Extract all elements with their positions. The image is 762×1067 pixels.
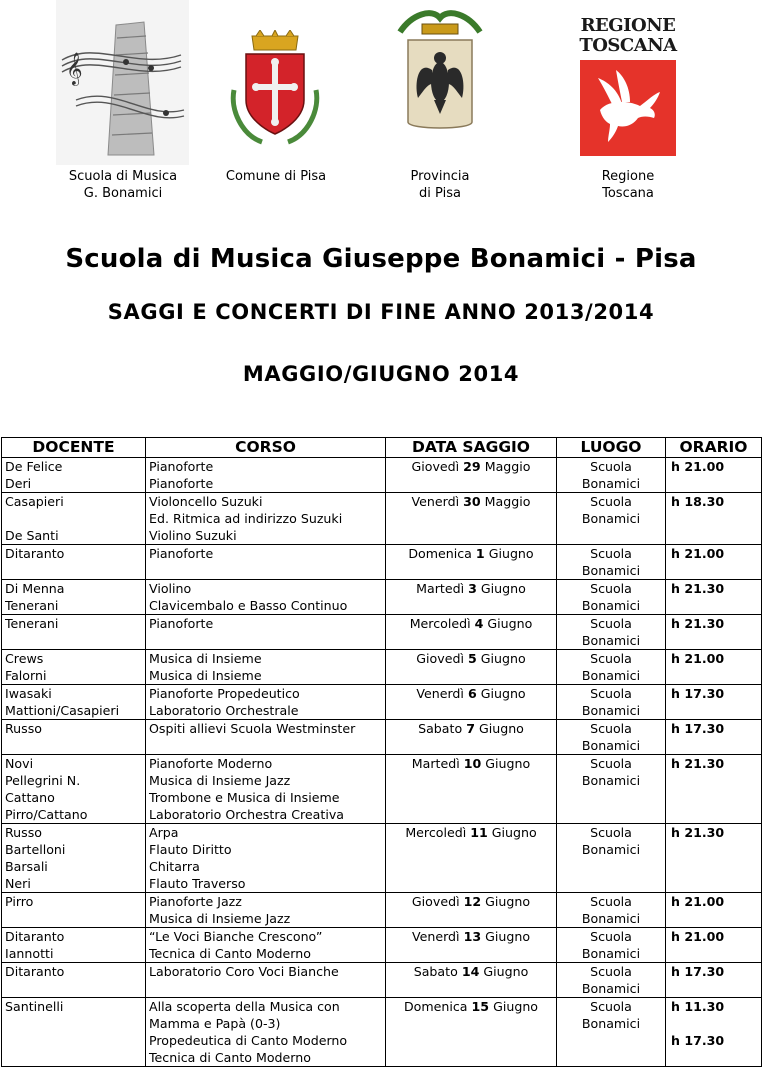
header-orario: ORARIO — [666, 438, 762, 458]
cell-data-saggio — [386, 580, 557, 615]
period-heading: MAGGIO/GIUGNO 2014 — [242, 362, 520, 386]
docente-name: Novi — [5, 756, 34, 771]
luogo-text: Bonamici — [581, 773, 641, 788]
orario-time: h 21.00 — [671, 929, 725, 944]
luogo-text: Bonamici — [581, 633, 641, 648]
docente-name: Bartelloni — [5, 842, 66, 857]
table-row — [2, 685, 762, 720]
pisa-cross-crest-icon — [222, 30, 328, 150]
cell-corso — [146, 615, 386, 650]
cell-docente — [2, 720, 146, 755]
cell-luogo — [557, 755, 666, 824]
cell-luogo — [557, 720, 666, 755]
date-month: Giugno — [487, 616, 533, 631]
corso-name: Laboratorio Orchestra Creativa — [149, 807, 344, 822]
docente-name: Barsali — [5, 859, 48, 874]
table-row — [2, 493, 762, 545]
docente-name: Crews — [5, 651, 44, 666]
cell-corso — [146, 998, 386, 1067]
corso-name: “Le Voci Bianche Crescono” — [149, 929, 323, 944]
date-month: Giugno — [480, 581, 526, 596]
luogo-text: Bonamici — [581, 668, 641, 683]
cell-data-saggio — [386, 893, 557, 928]
date-month: Giugno — [491, 825, 537, 840]
luogo-text: Scuola — [590, 721, 632, 736]
date-month: Giugno — [488, 546, 534, 561]
docente-name: Ditaranto — [5, 929, 65, 944]
table-row — [2, 458, 762, 493]
corso-name: Trombone e Musica di Insieme — [149, 790, 340, 805]
corso-name — [149, 632, 382, 649]
corso-name: Flauto Diritto — [149, 842, 232, 857]
corso-name: Pianoforte — [149, 476, 214, 491]
cell-orario — [666, 824, 762, 893]
date-day: Venerdì — [416, 686, 464, 701]
cell-orario — [666, 580, 762, 615]
orario-time: h 11.30 — [671, 999, 725, 1014]
cell-corso — [146, 493, 386, 545]
cell-luogo — [557, 458, 666, 493]
cell-data-saggio — [386, 545, 557, 580]
cell-data-saggio — [386, 928, 557, 963]
corso-name: Arpa — [149, 825, 179, 840]
table-row — [2, 893, 762, 928]
cell-docente — [2, 998, 146, 1067]
docente-name: De Santi — [5, 528, 59, 543]
orario-time: h 17.30 — [671, 721, 725, 736]
corso-name: Alla scoperta della Musica con — [149, 999, 340, 1014]
luogo-text: Scuola — [590, 894, 632, 909]
corso-name — [149, 737, 382, 754]
cell-docente — [2, 545, 146, 580]
docente-name: Iwasaki — [5, 686, 52, 701]
cell-luogo — [557, 963, 666, 998]
header-corso: CORSO — [146, 438, 386, 458]
date-day: Mercoledì — [409, 616, 471, 631]
orario-time: h 17.30 — [671, 686, 725, 701]
corso-name: Chitarra — [149, 859, 200, 874]
luogo-text: Scuola — [590, 825, 632, 840]
cell-orario — [666, 963, 762, 998]
docente-name: Di Menna — [5, 581, 65, 596]
luogo-text: Scuola — [590, 756, 632, 771]
corso-name: Flauto Traverso — [149, 876, 246, 891]
docente-name — [5, 1032, 142, 1049]
cell-corso — [146, 963, 386, 998]
orario-time: h 21.00 — [671, 546, 725, 561]
cell-luogo — [557, 615, 666, 650]
cell-data-saggio — [386, 963, 557, 998]
orario-time: h 21.00 — [671, 459, 725, 474]
docente-name — [5, 510, 142, 527]
cell-docente — [2, 650, 146, 685]
corso-name: Propedeutica di Canto Moderno — [149, 1033, 348, 1048]
date-number: 14 — [461, 964, 480, 979]
docente-name: Pellegrini N. — [5, 773, 81, 788]
docente-name: Cattano — [5, 790, 55, 805]
table-row — [2, 824, 762, 893]
docente-name: Mattioni/Casapieri — [5, 703, 120, 718]
regione-caption: Regione Toscana — [601, 169, 655, 201]
docente-name — [5, 910, 142, 927]
cell-corso — [146, 755, 386, 824]
table-header-row — [2, 438, 762, 458]
cell-data-saggio — [386, 824, 557, 893]
pegasus-icon — [578, 60, 678, 156]
date-number: 13 — [463, 929, 482, 944]
corso-name: Ospiti allievi Scuola Westminster — [149, 721, 356, 736]
tower-music-icon — [56, 0, 189, 165]
docente-name: Ditaranto — [5, 546, 65, 561]
date-day: Giovedì — [411, 894, 460, 909]
date-month: Giugno — [480, 686, 526, 701]
table-row — [2, 650, 762, 685]
luogo-text: Bonamici — [581, 511, 641, 526]
cell-docente — [2, 755, 146, 824]
cell-orario — [666, 998, 762, 1067]
cell-orario — [666, 615, 762, 650]
cell-data-saggio — [386, 615, 557, 650]
luogo-text: Scuola — [590, 964, 632, 979]
table-row — [2, 998, 762, 1067]
luogo-text: Bonamici — [581, 946, 641, 961]
table-row — [2, 580, 762, 615]
cell-docente — [2, 685, 146, 720]
date-day: Venerdì — [411, 494, 460, 509]
corso-name: Pianoforte — [149, 546, 214, 561]
docente-name — [5, 632, 142, 649]
cell-orario — [666, 893, 762, 928]
luogo-text: Scuola — [590, 651, 632, 666]
date-day: Giovedì — [416, 651, 464, 666]
luogo-text: Scuola — [590, 494, 632, 509]
cell-luogo — [557, 824, 666, 893]
corso-name: Pianoforte Jazz — [149, 894, 242, 909]
docente-name: Casapieri — [5, 494, 64, 509]
schedule-table — [1, 437, 762, 1067]
corso-name — [149, 980, 382, 997]
corso-name: Pianoforte — [149, 459, 214, 474]
corso-name: Violino Suzuki — [149, 528, 237, 543]
cell-docente — [2, 963, 146, 998]
docente-name — [5, 980, 142, 997]
date-number: 5 — [467, 651, 477, 666]
cell-docente — [2, 893, 146, 928]
cell-orario — [666, 545, 762, 580]
corso-name: Tecnica di Canto Moderno — [149, 1050, 311, 1065]
cell-orario — [666, 755, 762, 824]
luogo-text: Bonamici — [581, 1016, 641, 1031]
table-row — [2, 545, 762, 580]
docente-name — [5, 1049, 142, 1066]
date-month: Giugno — [485, 894, 531, 909]
docente-name: Ditaranto — [5, 964, 65, 979]
corso-name: Tecnica di Canto Moderno — [149, 946, 311, 961]
docente-name: Tenerani — [5, 616, 59, 631]
cell-corso — [146, 824, 386, 893]
cell-corso — [146, 720, 386, 755]
docente-name — [5, 737, 142, 754]
orario-time: h 17.30 — [671, 964, 725, 979]
date-day: Domenica — [403, 999, 468, 1014]
table-row — [2, 615, 762, 650]
date-month: Giugno — [493, 999, 539, 1014]
date-month: Giugno — [485, 929, 531, 944]
corso-name: Pianoforte Moderno — [149, 756, 273, 771]
luogo-text: Scuola — [590, 546, 632, 561]
luogo-text: Bonamici — [581, 563, 641, 578]
corso-name: Pianoforte Propedeutico — [149, 686, 300, 701]
orario-time: h 18.30 — [671, 494, 725, 509]
cell-corso — [146, 893, 386, 928]
orario-time — [671, 1015, 758, 1032]
table-row — [2, 963, 762, 998]
corso-name: Pianoforte — [149, 616, 214, 631]
scuola-logo — [56, 0, 189, 165]
corso-name: Musica di Insieme — [149, 651, 262, 666]
cell-luogo — [557, 650, 666, 685]
comune-crest — [222, 30, 328, 150]
date-day: Giovedì — [411, 459, 460, 474]
date-number: 10 — [463, 756, 482, 771]
docente-name: Pirro/Cattano — [5, 807, 88, 822]
date-day: Martedì — [411, 756, 460, 771]
cell-corso — [146, 685, 386, 720]
cell-corso — [146, 928, 386, 963]
luogo-text: Scuola — [590, 686, 632, 701]
cell-corso — [146, 545, 386, 580]
header-data: DATA SAGGIO — [386, 438, 557, 458]
docente-name: Santinelli — [5, 999, 64, 1014]
orario-time: h 17.30 — [671, 1033, 725, 1048]
corso-name: Musica di Insieme Jazz — [149, 911, 291, 926]
luogo-text: Scuola — [590, 929, 632, 944]
corso-name: Musica di Insieme Jazz — [149, 773, 291, 788]
cell-docente — [2, 928, 146, 963]
cell-luogo — [557, 493, 666, 545]
date-day: Sabato — [413, 964, 458, 979]
cell-data-saggio — [386, 755, 557, 824]
corso-name: Ed. Ritmica ad indirizzo Suzuki — [149, 511, 343, 526]
luogo-text: Bonamici — [581, 842, 641, 857]
date-month: Maggio — [484, 459, 531, 474]
luogo-text: Bonamici — [581, 476, 641, 491]
cell-data-saggio — [386, 685, 557, 720]
luogo-text: Bonamici — [581, 703, 641, 718]
header-docente: DOCENTE — [2, 438, 146, 458]
orario-time: h 21.00 — [671, 651, 725, 666]
cell-data-saggio — [386, 998, 557, 1067]
luogo-text: Scuola — [590, 616, 632, 631]
corso-name: Laboratorio Orchestrale — [149, 703, 299, 718]
cell-docente — [2, 615, 146, 650]
date-day: Sabato — [418, 721, 463, 736]
cell-luogo — [557, 580, 666, 615]
cell-data-saggio — [386, 720, 557, 755]
date-number: 11 — [470, 825, 488, 840]
regione-logo — [578, 16, 678, 156]
cell-corso — [146, 580, 386, 615]
cell-data-saggio — [386, 458, 557, 493]
orario-time: h 21.30 — [671, 825, 725, 840]
cell-docente — [2, 493, 146, 545]
page-title: Scuola di Musica Giuseppe Bonamici - Pisa — [65, 244, 697, 274]
cell-luogo — [557, 998, 666, 1067]
docente-name: Iannotti — [5, 946, 54, 961]
table-row — [2, 755, 762, 824]
orario-time: h 21.30 — [671, 616, 725, 631]
docente-name: Deri — [5, 476, 32, 491]
header-luogo: LUOGO — [557, 438, 666, 458]
luogo-text: Scuola — [590, 581, 632, 596]
orario-time: h 21.30 — [671, 581, 725, 596]
cell-orario — [666, 493, 762, 545]
regione-wordmark: REGIONE TOSCANA — [579, 15, 677, 56]
date-month: Giugno — [485, 756, 531, 771]
provincia-crest — [392, 4, 488, 136]
cell-luogo — [557, 893, 666, 928]
cell-orario — [666, 685, 762, 720]
cell-luogo — [557, 928, 666, 963]
corso-name: Laboratorio Coro Voci Bianche — [149, 964, 339, 979]
date-month: Maggio — [484, 494, 531, 509]
date-month: Giugno — [478, 721, 524, 736]
docente-name: Russo — [5, 825, 42, 840]
cell-orario — [666, 720, 762, 755]
date-number: 15 — [471, 999, 490, 1014]
cell-corso — [146, 650, 386, 685]
luogo-text: Bonamici — [581, 738, 641, 753]
logo-strip — [0, 0, 762, 210]
date-number: 7 — [466, 721, 475, 736]
luogo-text: Scuola — [590, 999, 632, 1014]
docente-name — [5, 1015, 142, 1032]
corso-name — [149, 562, 382, 579]
corso-name: Violoncello Suzuki — [149, 494, 263, 509]
corso-name: Violino — [149, 581, 192, 596]
date-number: 4 — [474, 616, 484, 631]
scuola-caption: Scuola di Musica G. Bonamici — [68, 169, 178, 201]
cell-luogo — [557, 545, 666, 580]
table-row — [2, 928, 762, 963]
cell-luogo — [557, 685, 666, 720]
date-number: 6 — [467, 686, 477, 701]
corso-name: Mamma e Papà (0-3) — [149, 1016, 281, 1031]
docente-name — [5, 562, 142, 579]
docente-name: Russo — [5, 721, 42, 736]
date-month: Giugno — [480, 651, 526, 666]
corso-name: Clavicembalo e Basso Continuo — [149, 598, 348, 613]
comune-caption: Comune di Pisa — [225, 169, 327, 184]
table-row — [2, 720, 762, 755]
cell-orario — [666, 458, 762, 493]
luogo-text: Scuola — [590, 459, 632, 474]
corso-name: Musica di Insieme — [149, 668, 262, 683]
svg-text:𝄞: 𝄞 — [66, 52, 83, 85]
docente-name: Neri — [5, 876, 31, 891]
date-number: 29 — [463, 459, 481, 474]
date-number: 30 — [463, 494, 481, 509]
cell-docente — [2, 824, 146, 893]
schedule-body — [2, 458, 762, 1067]
docente-name: Falorni — [5, 668, 47, 683]
cell-docente — [2, 458, 146, 493]
cell-corso — [146, 458, 386, 493]
date-number: 12 — [463, 894, 482, 909]
cell-data-saggio — [386, 493, 557, 545]
cell-orario — [666, 928, 762, 963]
date-day: Venerdì — [411, 929, 460, 944]
date-day: Martedì — [416, 581, 465, 596]
date-number: 1 — [475, 546, 485, 561]
cell-docente — [2, 580, 146, 615]
provincia-caption: Provincia di Pisa — [410, 169, 470, 201]
luogo-text: Bonamici — [581, 981, 641, 996]
date-day: Mercoledì — [405, 825, 467, 840]
cell-orario — [666, 650, 762, 685]
date-number: 3 — [468, 581, 477, 596]
docente-name: Pirro — [5, 894, 34, 909]
eagle-crest-icon — [392, 4, 488, 136]
orario-time: h 21.00 — [671, 894, 725, 909]
orario-time: h 21.30 — [671, 756, 725, 771]
luogo-text: Bonamici — [581, 598, 641, 613]
docente-name: De Felice — [5, 459, 63, 474]
luogo-text: Bonamici — [581, 911, 641, 926]
page-subtitle: SAGGI E CONCERTI DI FINE ANNO 2013/2014 — [107, 300, 655, 324]
cell-data-saggio — [386, 650, 557, 685]
docente-name: Tenerani — [5, 598, 59, 613]
date-month: Giugno — [483, 964, 529, 979]
date-day: Domenica — [408, 546, 472, 561]
